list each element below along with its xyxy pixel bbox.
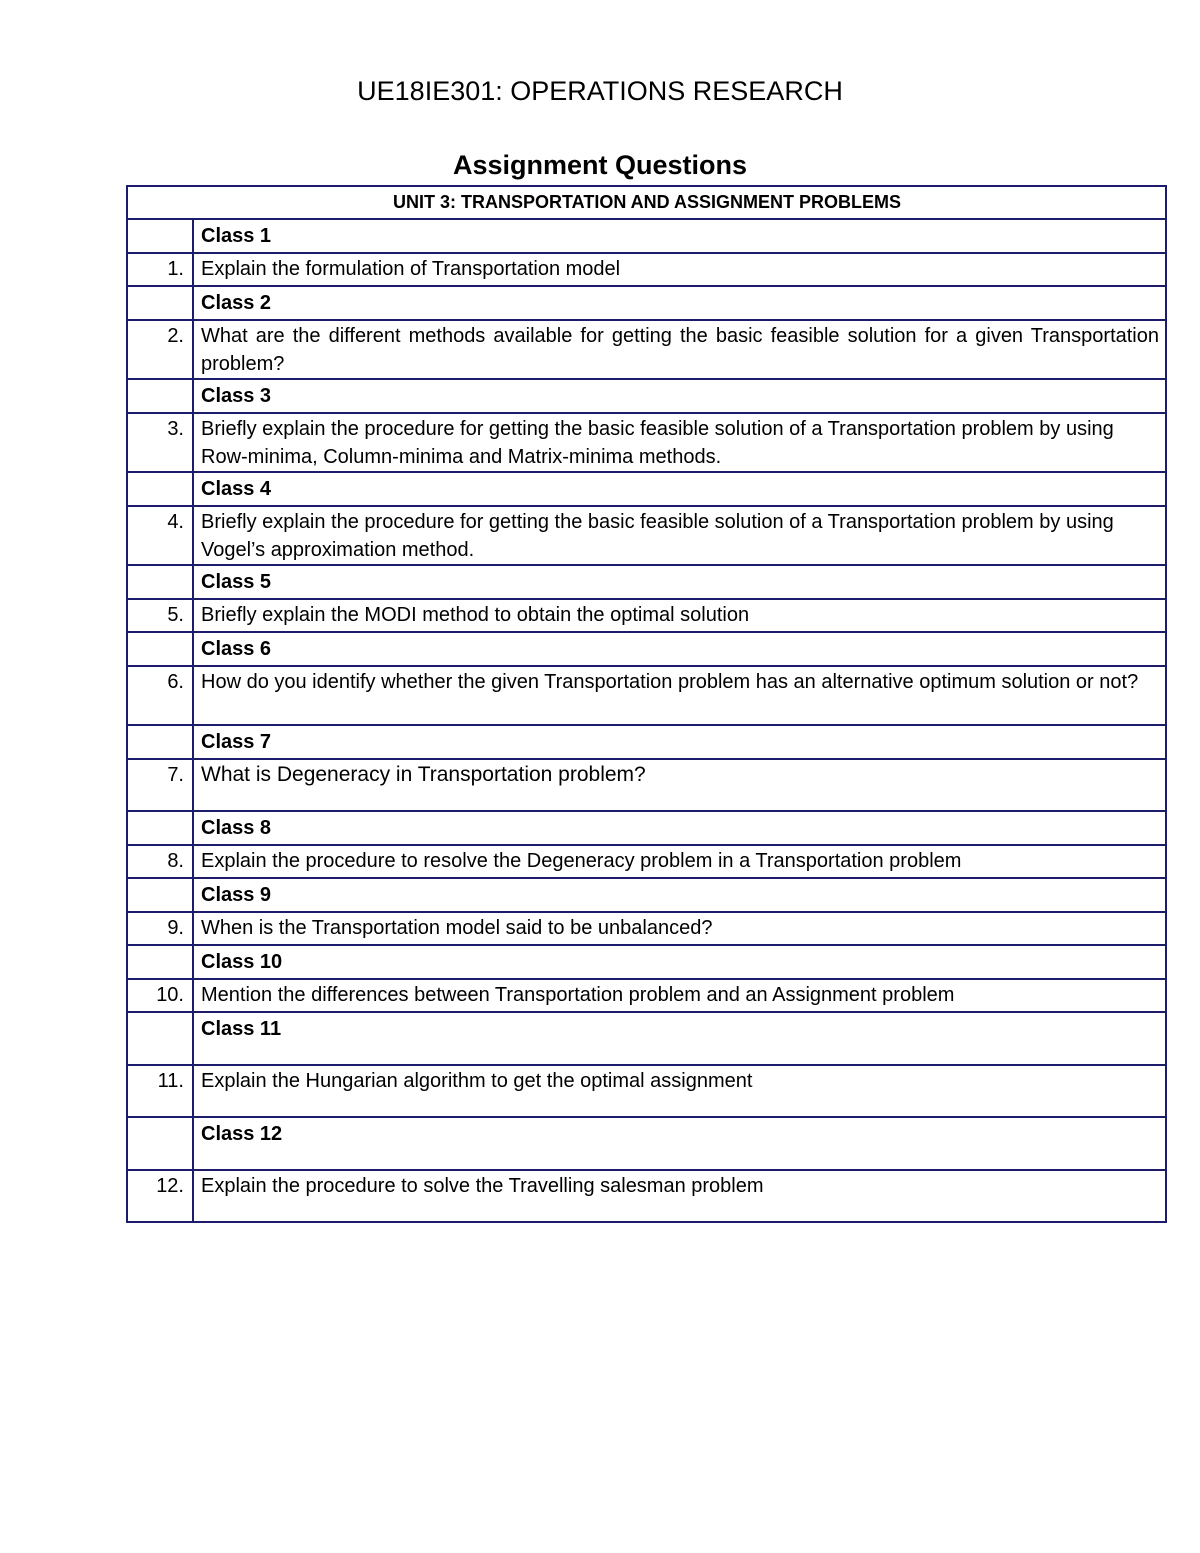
unit-heading-row xyxy=(127,186,1166,219)
class-label: Class 9 xyxy=(193,878,1166,912)
question-row xyxy=(127,1065,1166,1117)
empty-number-cell xyxy=(127,1012,193,1065)
empty-number-cell xyxy=(127,219,193,253)
document-title: Assignment Questions xyxy=(452,150,748,180)
question-text: Briefly explain the procedure for getting the basic feasible solution of a Transportation problem by using Vogel’s approximation method. xyxy=(193,506,1166,565)
empty-number-cell xyxy=(127,286,193,320)
class-row xyxy=(127,811,1166,845)
question-row xyxy=(127,759,1166,811)
question-number: 10. xyxy=(127,979,193,1012)
class-row xyxy=(127,878,1166,912)
question-row xyxy=(127,253,1166,286)
class-row xyxy=(127,472,1166,506)
class-row xyxy=(127,725,1166,759)
class-label: Class 8 xyxy=(193,811,1166,845)
class-row xyxy=(127,1012,1166,1065)
empty-number-cell xyxy=(127,725,193,759)
class-row xyxy=(127,945,1166,979)
class-label: Class 7 xyxy=(193,725,1166,759)
question-row xyxy=(127,912,1166,945)
class-label: Class 4 xyxy=(193,472,1166,506)
question-number: 3. xyxy=(127,413,193,472)
question-text: Explain the procedure to resolve the Degeneracy problem in a Transportation problem xyxy=(193,845,1166,878)
class-row xyxy=(127,1117,1166,1170)
course-title: UE18IE301: OPERATIONS RESEARCH xyxy=(357,76,843,106)
class-label: Class 3 xyxy=(193,379,1166,413)
class-row xyxy=(127,565,1166,599)
question-text: When is the Transportation model said to be unbalanced? xyxy=(193,912,1166,945)
question-number: 7. xyxy=(127,759,193,811)
empty-number-cell xyxy=(127,379,193,413)
question-number: 1. xyxy=(127,253,193,286)
question-number: 6. xyxy=(127,666,193,725)
question-number: 5. xyxy=(127,599,193,632)
question-row xyxy=(127,1170,1166,1222)
empty-number-cell xyxy=(127,811,193,845)
question-number: 11. xyxy=(127,1065,193,1117)
empty-number-cell xyxy=(127,945,193,979)
question-text: How do you identify whether the given Transportation problem has an alternative optimum solution or not? xyxy=(193,666,1166,725)
empty-number-cell xyxy=(127,472,193,506)
question-text: What are the different methods available for getting the basic feasible solution for a given Transportation problem? xyxy=(193,320,1166,379)
question-row xyxy=(127,413,1166,472)
question-number: 4. xyxy=(127,506,193,565)
question-number: 9. xyxy=(127,912,193,945)
question-row xyxy=(127,506,1166,565)
question-number: 8. xyxy=(127,845,193,878)
question-row xyxy=(127,320,1166,379)
class-row xyxy=(127,219,1166,253)
question-number: 2. xyxy=(127,320,193,379)
empty-number-cell xyxy=(127,1117,193,1170)
question-text: Briefly explain the MODI method to obtain the optimal solution xyxy=(193,599,1166,632)
empty-number-cell xyxy=(127,878,193,912)
unit-heading: UNIT 3: TRANSPORTATION AND ASSIGNMENT PROBLEMS xyxy=(127,186,1166,219)
question-text: Mention the differences between Transportation problem and an Assignment problem xyxy=(193,979,1166,1012)
question-text: Explain the Hungarian algorithm to get the optimal assignment xyxy=(193,1065,1166,1117)
class-row xyxy=(127,379,1166,413)
class-label: Class 5 xyxy=(193,565,1166,599)
class-label: Class 6 xyxy=(193,632,1166,666)
class-label: Class 1 xyxy=(193,219,1166,253)
question-text: Explain the procedure to solve the Travelling salesman problem xyxy=(193,1170,1166,1222)
question-row xyxy=(127,845,1166,878)
class-label: Class 10 xyxy=(193,945,1166,979)
empty-number-cell xyxy=(127,565,193,599)
question-row xyxy=(127,666,1166,725)
class-label: Class 2 xyxy=(193,286,1166,320)
question-text: What is Degeneracy in Transportation problem? xyxy=(193,759,1166,811)
question-number: 12. xyxy=(127,1170,193,1222)
empty-number-cell xyxy=(127,632,193,666)
class-row xyxy=(127,632,1166,666)
class-label: Class 12 xyxy=(193,1117,1166,1170)
assignment-questions-table xyxy=(126,185,1167,1223)
question-text: Explain the formulation of Transportation model xyxy=(193,253,1166,286)
class-row xyxy=(127,286,1166,320)
question-row xyxy=(127,599,1166,632)
class-label: Class 11 xyxy=(193,1012,1166,1065)
question-row xyxy=(127,979,1166,1012)
question-text: Briefly explain the procedure for getting the basic feasible solution of a Transportation problem by using Row-minima, Column-minima and Matrix-minima methods. xyxy=(193,413,1166,472)
